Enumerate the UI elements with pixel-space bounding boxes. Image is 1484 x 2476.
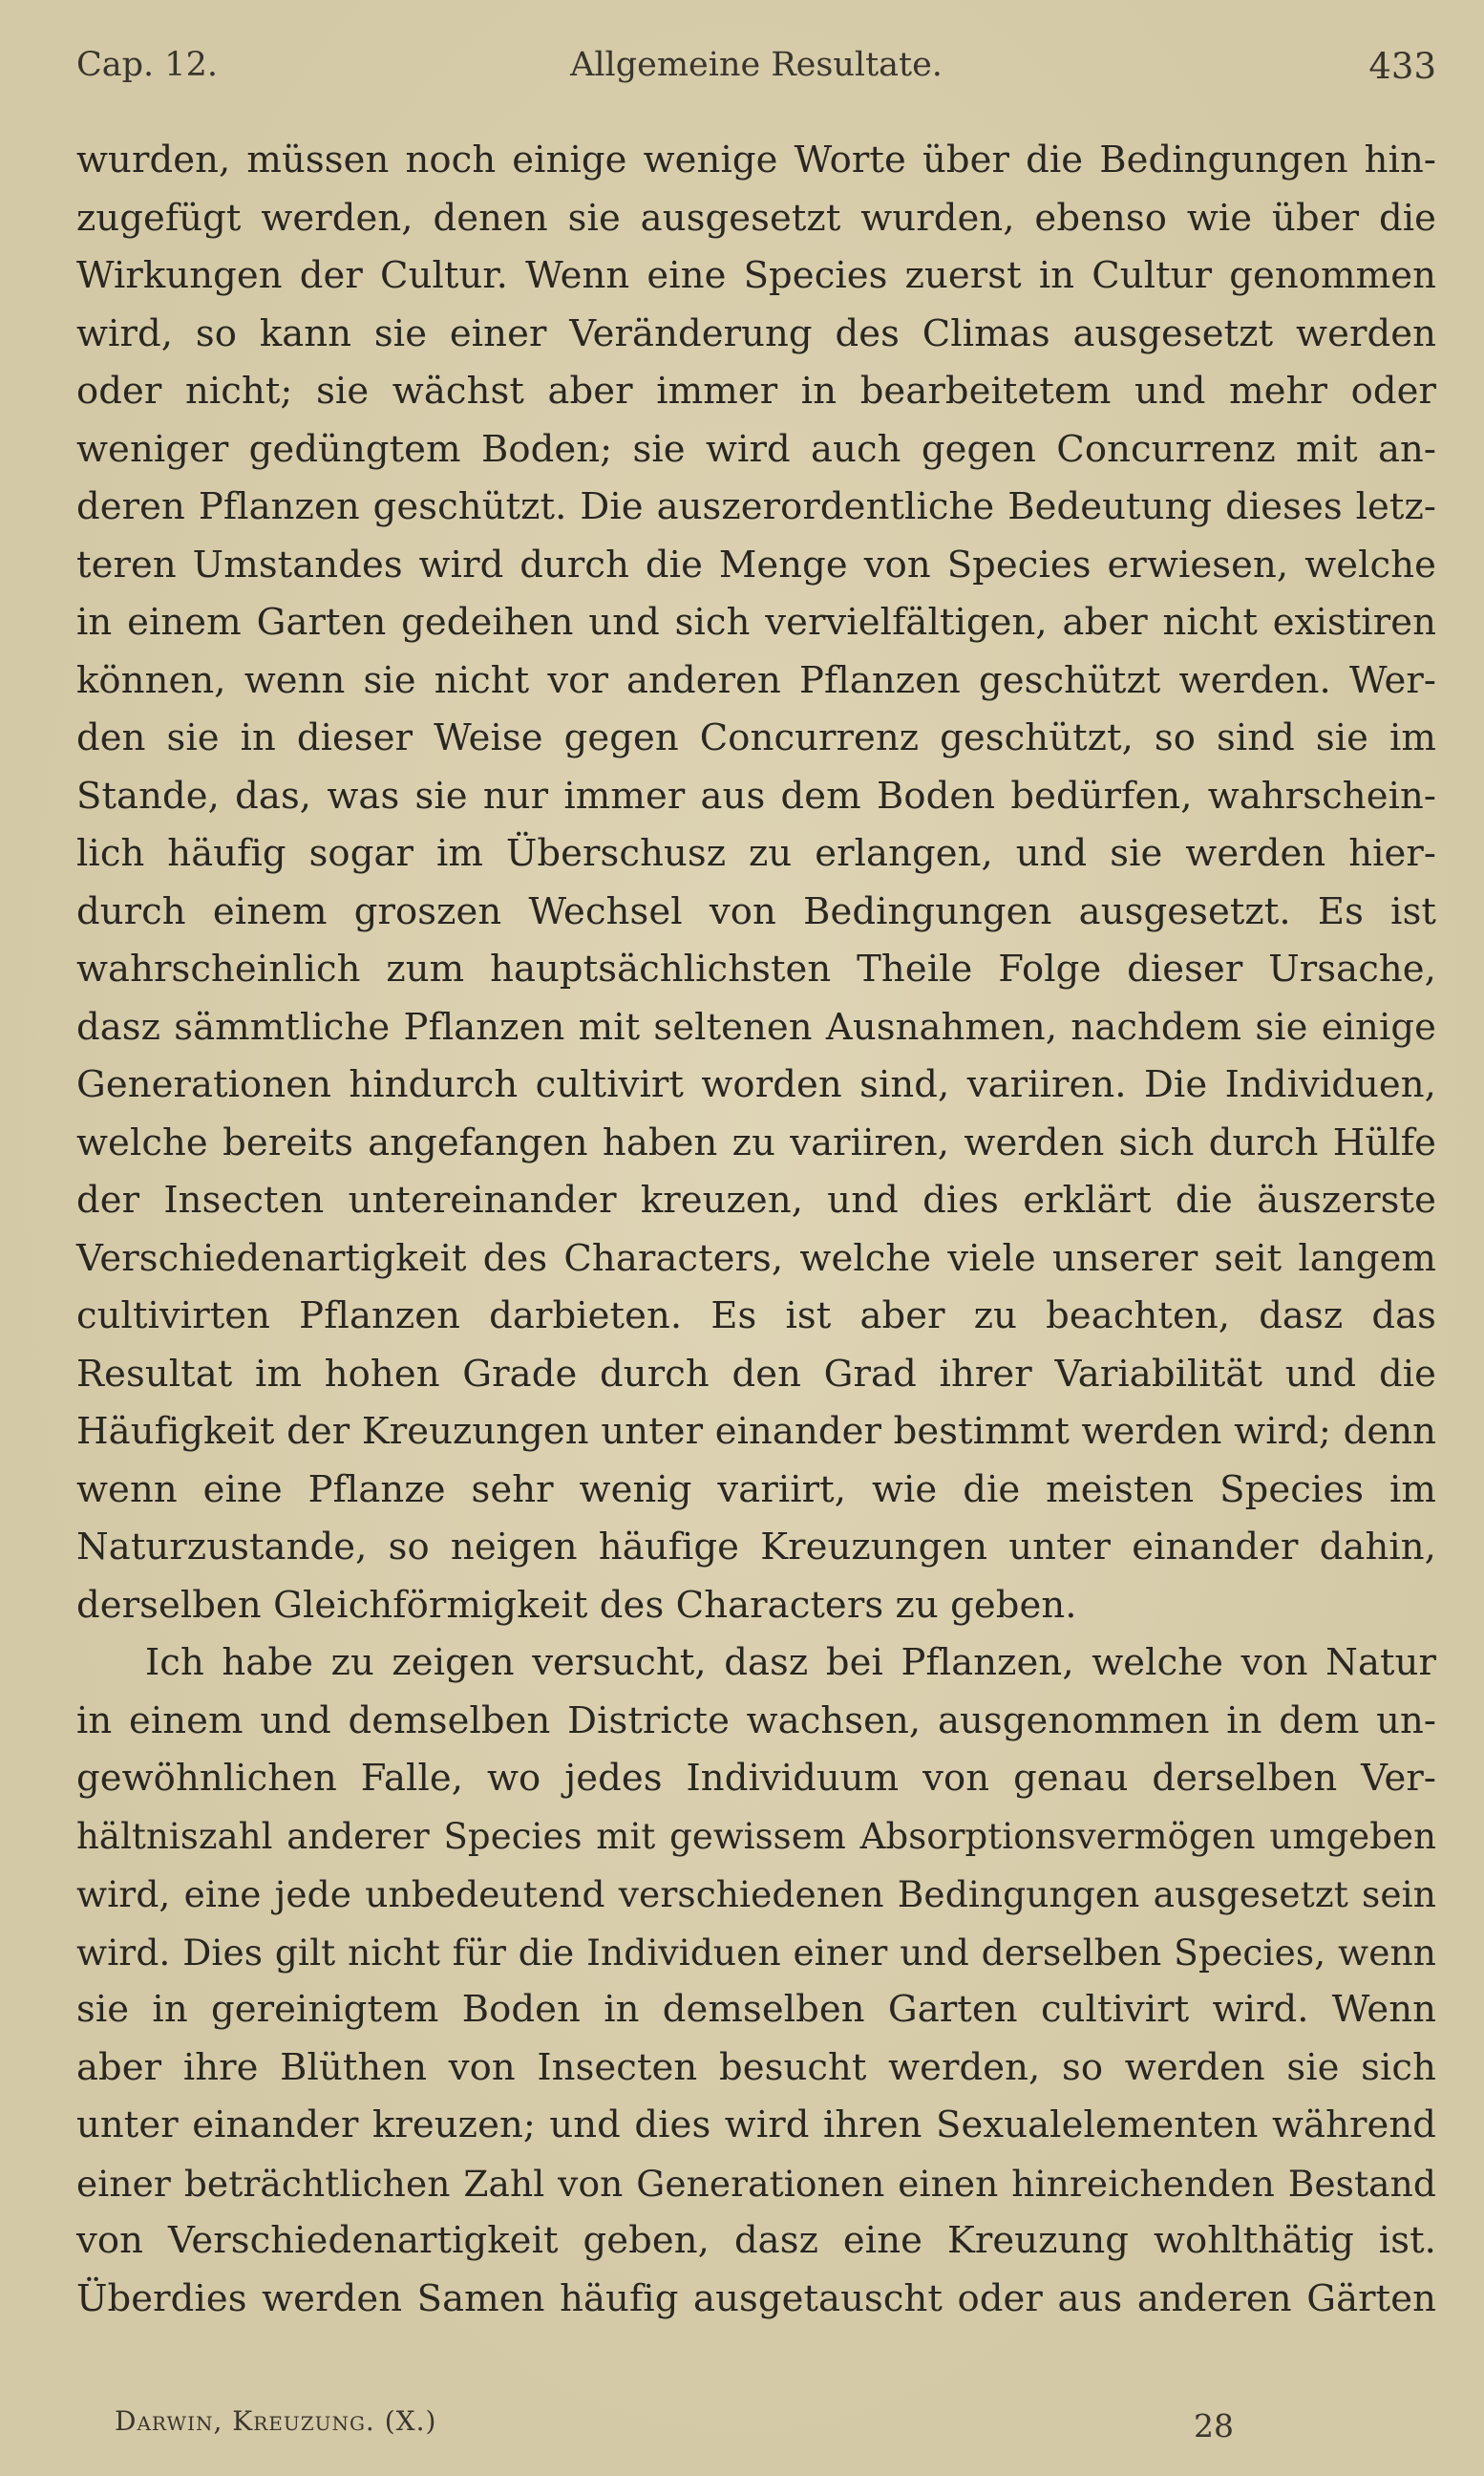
text-line: von Verschiedenartigkeit geben, dasz eine Kreuzung wohlthätig ist. [76, 2219, 1436, 2262]
text-line: weniger gedüngtem Boden; sie wird auch gegen Concurrenz mit an- [76, 427, 1436, 471]
paragraph [76, 132, 1436, 1634]
text-line: sie in gereinigtem Boden in demselben Garten cultivirt wird. Wenn [76, 1988, 1436, 2031]
text-line: Generationen hindurch cultivirt worden sind, variiren. Die Individuen, [76, 1063, 1436, 1106]
text-line: oder nicht; sie wächst aber immer in bearbeitetem und mehr oder [76, 370, 1436, 413]
text-line: dasz sämmtliche Pflanzen mit seltenen Ausnahmen, nachdem sie einige [76, 1005, 1436, 1049]
text-line: in einem und demselben Districte wachsen, ausgenommen in dem un- [76, 1698, 1436, 1742]
text-line: wenn eine Pflanze sehr wenig variirt, wie die meisten Species im [76, 1467, 1436, 1511]
text-line: Ich habe zu zeigen versucht, dasz bei Pflanzen, welche von Natur [145, 1641, 1436, 1684]
text-line: in einem Garten gedeihen und sich vervielfältigen, aber nicht existiren [76, 601, 1436, 644]
text-line: gewöhnlichen Falle, wo jedes Individuum von genau derselben Ver- [76, 1757, 1436, 1800]
running-header [76, 46, 1436, 94]
text-line: Häufigkeit der Kreuzungen unter einander bestimmt werden wird; denn [76, 1410, 1436, 1453]
text-line: welche bereits angefangen haben zu variiren, werden sich durch Hülfe [76, 1121, 1436, 1164]
text-line: derselben Gleichförmigkeit des Characters zu geben. [76, 1583, 1077, 1627]
text-line: können, wenn sie nicht vor anderen Pflanzen geschützt werden. Wer- [76, 658, 1436, 702]
text-line: Überdies werden Samen häufig ausgetauscht oder aus anderen Gärten [76, 2276, 1436, 2320]
text-line: Stande, das, was sie nur immer aus dem Boden bedürfen, wahrschein- [76, 774, 1436, 818]
text-line: Wirkungen der Cultur. Wenn eine Species zuerst in Cultur genommen [76, 254, 1436, 297]
text-line: einer beträchtlichen Zahl von Generationen einen hinreichenden Bestand [76, 2162, 1436, 2205]
paragraph [76, 1634, 1436, 2328]
text-line: wird. Dies gilt nicht für die Individuen einer und derselben Species, wenn [76, 1931, 1436, 1974]
running-title: Allgemeine Resultate. [570, 46, 943, 84]
signature-mark: Darwin, Kreuzung. (X.) [115, 2405, 437, 2437]
text-line: Resultat im hohen Grade durch den Grad ihrer Variabilität und die [76, 1352, 1436, 1396]
text-line: zugefügt werden, denen sie ausgesetzt wurden, ebenso wie über die [76, 196, 1436, 240]
text-line: cultivirten Pflanzen darbieten. Es ist aber zu beachten, dasz das [76, 1294, 1436, 1337]
text-line: Naturzustande, so neigen häufige Kreuzungen unter einander dahin, [76, 1526, 1436, 1569]
page-footer [115, 2405, 1356, 2447]
text-line: deren Pflanzen geschützt. Die auszerordentliche Bedeutung dieses letz- [76, 485, 1436, 528]
chapter-label: Cap. 12. [76, 46, 218, 84]
text-line: aber ihre Blüthen von Insecten besucht werden, so werden sie sich [76, 2045, 1436, 2089]
body-text [76, 132, 1436, 2328]
text-line: hältniszahl anderer Species mit gewissem Absorptionsvermögen umgeben [76, 1815, 1436, 1857]
text-line: den sie in dieser Weise gegen Concurrenz geschützt, so sind sie im [76, 716, 1436, 759]
text-line: lich häufig sogar im Überschusz zu erlangen, und sie werden hier- [76, 832, 1436, 875]
text-line: der Insecten untereinander kreuzen, und dies erklärt die äuszerste [76, 1179, 1436, 1222]
text-line: Verschiedenartigkeit des Characters, welche viele unserer seit langem [76, 1236, 1436, 1280]
text-line: wird, eine jede unbedeutend verschiedenen Bedingungen ausgesetzt sein [76, 1873, 1436, 1915]
text-line: durch einem groszen Wechsel von Bedingungen ausgesetzt. Es ist [76, 889, 1436, 933]
text-line: wird, so kann sie einer Veränderung des Climas ausgesetzt werden [76, 311, 1436, 355]
page-number: 433 [1368, 46, 1436, 87]
text-line: wahrscheinlich zum hauptsächlichsten Theile Folge dieser Ursache, [76, 948, 1436, 991]
text-line: unter einander kreuzen; und dies wird ihren Sexualelementen während [76, 2103, 1436, 2146]
sheet-number: 28 [1194, 2407, 1234, 2444]
text-line: teren Umstandes wird durch die Menge von Species erwiesen, welche [76, 543, 1436, 587]
text-line: wurden, müssen noch einige wenige Worte über die Bedingungen hin- [76, 139, 1436, 181]
